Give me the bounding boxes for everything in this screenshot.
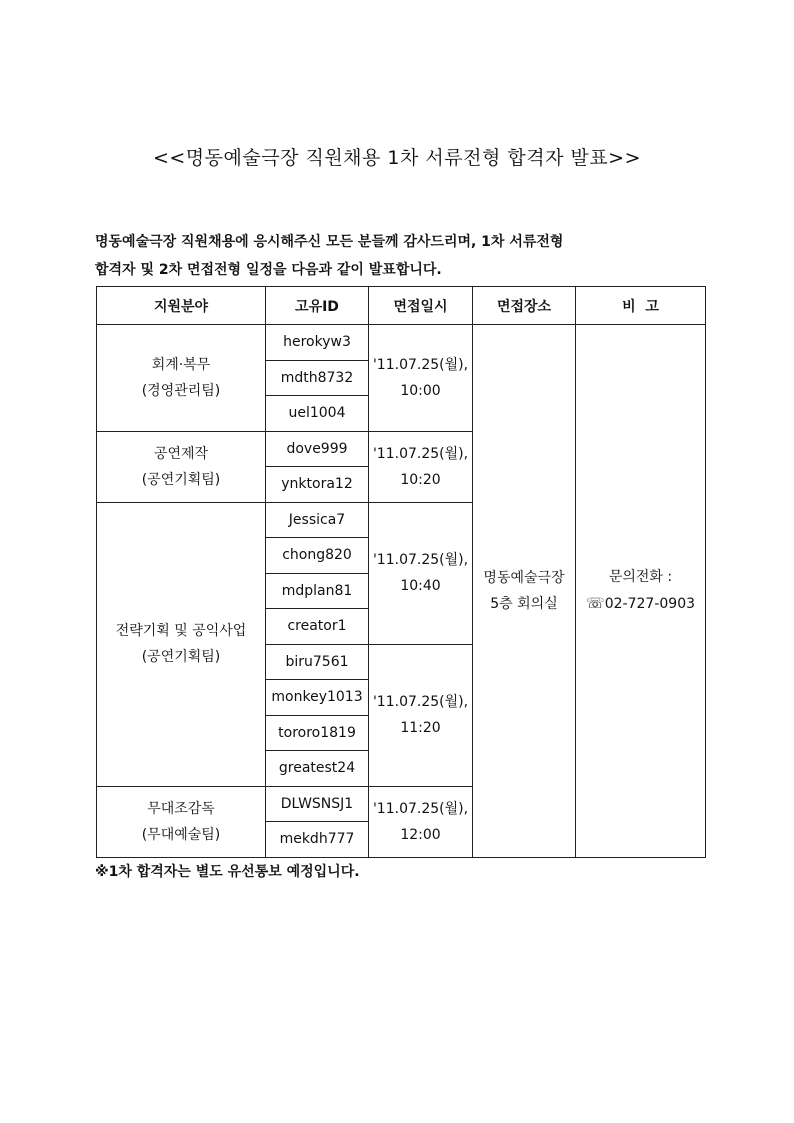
datetime-cell bbox=[369, 431, 473, 502]
id-cell: tororo1819 bbox=[266, 715, 369, 751]
interview-time: 11:20 bbox=[400, 720, 441, 736]
inquiry-label: 문의전화 : bbox=[608, 569, 673, 586]
id-cell: biru7561 bbox=[266, 644, 369, 680]
place-name: 명동예술극장 bbox=[483, 569, 565, 586]
field-team: (경영관리팀) bbox=[141, 382, 221, 399]
interview-date: '11.07.25(월), bbox=[372, 445, 469, 462]
intro-line-2: 합격자 및 2차 면접전형 일정을 다음과 같이 발표합니다. bbox=[95, 262, 442, 278]
table-row bbox=[97, 325, 706, 361]
datetime-cell bbox=[369, 644, 473, 786]
results-table bbox=[96, 286, 706, 858]
id-cell: herokyw3 bbox=[266, 325, 369, 361]
field-cell bbox=[97, 786, 266, 857]
field-cell bbox=[97, 502, 266, 786]
id-cell: mdth8732 bbox=[266, 360, 369, 396]
footnote: ※1차 합격자는 별도 유선통보 예정입니다. bbox=[95, 864, 360, 880]
header-note: 비 고 bbox=[576, 287, 706, 325]
id-cell: DLWSNSJ1 bbox=[266, 786, 369, 822]
phone-icon: ☏ bbox=[585, 594, 605, 613]
interview-date: '11.07.25(월), bbox=[372, 694, 469, 710]
field-name: 공연제작 bbox=[153, 445, 209, 462]
interview-date: '11.07.25(월), bbox=[372, 552, 469, 568]
interview-date: '11.07.25(월), bbox=[372, 800, 469, 817]
id-cell: ynktora12 bbox=[266, 467, 369, 503]
id-cell: creator1 bbox=[266, 609, 369, 645]
interview-date: '11.07.25(월), bbox=[372, 356, 469, 373]
field-team: (공연기획팀) bbox=[141, 649, 221, 665]
header-field: 지원분야 bbox=[97, 287, 266, 325]
interview-time: 12:00 bbox=[400, 826, 441, 843]
field-name: 전략기획 및 공익사업 bbox=[115, 623, 247, 639]
id-cell: mdplan81 bbox=[266, 573, 369, 609]
interview-time: 10:40 bbox=[400, 578, 441, 594]
id-cell: dove999 bbox=[266, 431, 369, 467]
intro-line-1: 명동예술극장 직원채용에 응시해주신 모든 분들께 감사드리며, 1차 서류전형 bbox=[95, 234, 564, 250]
datetime-cell bbox=[369, 502, 473, 644]
interview-time: 10:00 bbox=[400, 382, 441, 399]
page-title: <<명동예술극장 직원채용 1차 서류전형 합격자 발표>> bbox=[152, 147, 642, 169]
interview-time: 10:20 bbox=[400, 471, 441, 488]
field-name: 회계·복무 bbox=[151, 356, 211, 373]
id-cell: uel1004 bbox=[266, 396, 369, 432]
id-cell: mekdh777 bbox=[266, 822, 369, 858]
field-team: (무대예술팀) bbox=[141, 826, 221, 843]
field-cell bbox=[97, 325, 266, 432]
header-place: 면접장소 bbox=[473, 287, 576, 325]
id-cell: monkey1013 bbox=[266, 680, 369, 716]
place-room: 5층 회의실 bbox=[490, 595, 558, 612]
header-id: 고유ID bbox=[266, 287, 369, 325]
header-datetime: 면접일시 bbox=[369, 287, 473, 325]
field-name: 무대조감독 bbox=[147, 800, 215, 817]
place-cell bbox=[473, 325, 576, 858]
datetime-cell bbox=[369, 786, 473, 857]
intro-text bbox=[95, 228, 715, 284]
field-cell bbox=[97, 431, 266, 502]
id-cell: Jessica7 bbox=[266, 502, 369, 538]
note-cell bbox=[576, 325, 706, 858]
id-cell: greatest24 bbox=[266, 751, 369, 787]
id-cell: chong820 bbox=[266, 538, 369, 574]
phone-number: 02-727-0903 bbox=[604, 596, 696, 613]
datetime-cell bbox=[369, 325, 473, 432]
inquiry-phone bbox=[576, 590, 705, 617]
table-header-row bbox=[97, 287, 706, 325]
field-team: (공연기획팀) bbox=[141, 471, 221, 488]
